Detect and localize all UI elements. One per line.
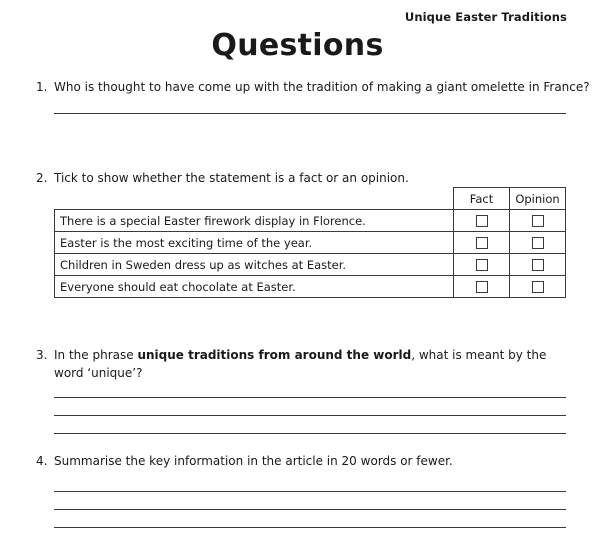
- statement-cell: Easter is the most exciting time of the year.: [55, 232, 454, 254]
- opinion-cell: [510, 254, 566, 276]
- fact-cell: [454, 254, 510, 276]
- fact-checkbox[interactable]: [476, 281, 488, 293]
- opinion-cell: [510, 276, 566, 298]
- column-header-fact: Fact: [454, 188, 510, 210]
- answer-line[interactable]: [54, 113, 566, 114]
- question-text-after: , what is meant by the: [411, 348, 547, 362]
- question-2: [36, 169, 409, 187]
- question-text-before: In the phrase: [54, 348, 138, 362]
- table-row: [55, 210, 566, 232]
- fact-checkbox[interactable]: [476, 259, 488, 271]
- opinion-cell: [510, 232, 566, 254]
- statement-cell: Everyone should eat chocolate at Easter.: [55, 276, 454, 298]
- table-row: [55, 254, 566, 276]
- statement-cell: There is a special Easter firework display in Florence.: [55, 210, 454, 232]
- table-row: [55, 232, 566, 254]
- question-text: Tick to show whether the statement is a fact or an opinion.: [54, 171, 409, 185]
- statement-cell: Children in Sweden dress up as witches at Easter.: [55, 254, 454, 276]
- opinion-checkbox[interactable]: [532, 237, 544, 249]
- fact-cell: [454, 232, 510, 254]
- answer-line[interactable]: [54, 509, 566, 510]
- question-4: [36, 452, 453, 470]
- question-number: 3.: [36, 348, 48, 362]
- opinion-checkbox[interactable]: [532, 259, 544, 271]
- column-header-opinion: Opinion: [510, 188, 566, 210]
- question-number: 2.: [36, 171, 48, 185]
- answer-line[interactable]: [54, 527, 566, 528]
- answer-line[interactable]: [54, 433, 566, 434]
- worksheet-header-title: Unique Easter Traditions: [404, 10, 567, 24]
- question-1: [36, 78, 590, 96]
- opinion-checkbox[interactable]: [532, 215, 544, 227]
- opinion-cell: [510, 210, 566, 232]
- answer-line[interactable]: [54, 397, 566, 398]
- fact-cell: [454, 276, 510, 298]
- question-3: [36, 346, 546, 364]
- table-row: [55, 276, 566, 298]
- fact-checkbox[interactable]: [476, 237, 488, 249]
- question-text: Who is thought to have come up with the tradition of making a giant omelette in France?: [54, 80, 590, 94]
- table-header-row: [55, 188, 566, 210]
- fact-cell: [454, 210, 510, 232]
- table-header-blank: [55, 188, 454, 210]
- page-title: Questions: [211, 28, 384, 63]
- question-3-line-2: word ‘unique’?: [54, 366, 143, 380]
- question-text: Summarise the key information in the article in 20 words or fewer.: [54, 454, 453, 468]
- answer-line[interactable]: [54, 491, 566, 492]
- fact-checkbox[interactable]: [476, 215, 488, 227]
- question-bold-phrase: unique traditions from around the world: [137, 348, 412, 362]
- answer-line[interactable]: [54, 415, 566, 416]
- question-number: 1.: [36, 80, 48, 94]
- fact-opinion-table: [54, 187, 566, 298]
- question-number: 4.: [36, 454, 48, 468]
- opinion-checkbox[interactable]: [532, 281, 544, 293]
